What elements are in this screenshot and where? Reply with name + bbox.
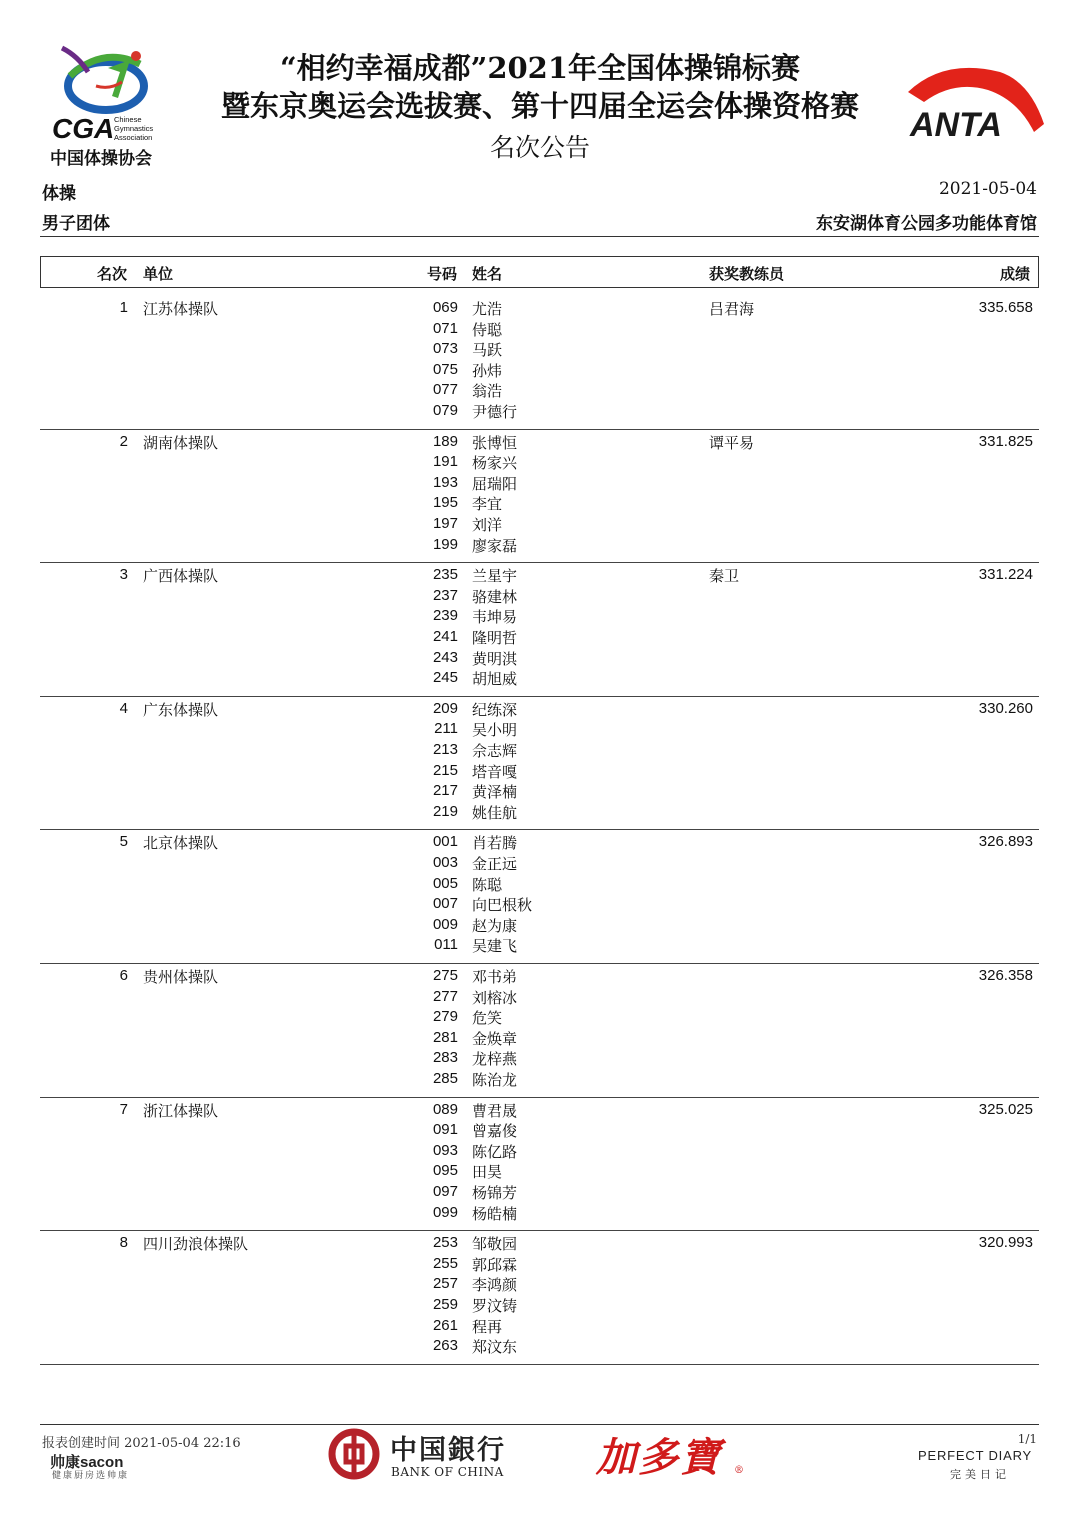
team-members [420,1233,680,1357]
member-name: 纪练深 [472,700,518,719]
member-name: 侍聪 [472,320,503,339]
member-bib: 095 [432,1162,458,1180]
team-row [40,964,1039,1098]
team-score: 320.993 [978,1234,1033,1252]
team-score: 326.358 [978,966,1033,984]
column-header-coach: 获奖教练员 [709,265,785,283]
team-members [420,699,680,823]
cga-logo-en-3: Association [114,133,153,142]
member-row [420,1161,680,1182]
member-bib: 009 [432,915,458,933]
member-row [420,1203,680,1224]
cga-logo-cn: 中国体操协会 [50,149,152,169]
team-row [40,430,1039,564]
member-bib: 237 [432,586,458,604]
member-bib: 275 [432,966,458,984]
team-score: 335.658 [978,299,1033,316]
team-rank: 4 [119,699,128,717]
member-row [420,432,680,453]
member-bib: 281 [432,1028,458,1046]
member-bib: 261 [432,1316,458,1334]
member-name: 杨皓楠 [472,1204,518,1223]
bank-of-china-emblem [328,1428,380,1480]
member-name: 塔音嘎 [472,762,518,781]
member-name: 屈瑞阳 [472,474,518,493]
member-name: 曾嘉俊 [472,1122,518,1141]
member-name: 翁浩 [472,382,503,401]
member-bib: 093 [432,1141,458,1159]
member-row [420,802,680,823]
member-name: 杨家兴 [472,454,518,473]
member-name: 黄泽楠 [472,783,518,802]
member-bib: 075 [432,360,458,378]
member-name: 田昊 [472,1163,503,1182]
member-name: 马跃 [472,341,503,360]
member-row [420,1274,680,1295]
member-name: 郑汶东 [472,1338,518,1357]
member-row [420,935,680,956]
member-row [420,648,680,669]
member-bib: 209 [432,699,458,717]
member-name: 隆明哲 [472,628,518,647]
member-bib: 211 [434,720,458,738]
member-bib: 073 [432,340,458,358]
member-row [420,1048,680,1069]
member-row [420,699,680,720]
column-header-unit: 单位 [143,265,174,283]
member-bib: 213 [432,740,458,758]
team-score: 330.260 [978,699,1033,717]
member-row [420,401,680,422]
member-row [420,452,680,473]
member-name: 吴建飞 [472,937,518,956]
team-unit: 北京体操队 [143,834,219,853]
bank-of-china-en: BANK OF CHINA [391,1465,504,1479]
team-score: 331.825 [978,432,1033,450]
member-bib: 003 [432,853,458,871]
member-bib: 239 [432,607,458,625]
team-rank: 7 [119,1100,128,1118]
member-name: 黄明淇 [472,649,518,668]
member-name: 韦坤易 [472,608,518,627]
member-name: 曹君晟 [472,1101,518,1120]
member-row [420,565,680,586]
member-row [420,606,680,627]
team-rank: 8 [119,1234,128,1252]
member-bib: 097 [432,1182,458,1200]
member-row [420,1233,680,1254]
table-header [40,256,1039,288]
member-row [420,1295,680,1316]
member-row [420,1254,680,1275]
member-bib: 091 [432,1121,458,1139]
member-row [420,781,680,802]
jiaduobao-registered-mark: ® [734,1465,744,1476]
team-row [40,1231,1039,1365]
team-rank: 3 [119,566,128,584]
member-bib: 279 [432,1008,458,1026]
team-members [420,565,680,689]
footer-divider [40,1424,1039,1425]
member-row [420,853,680,874]
team-coach: 秦卫 [709,567,740,586]
team-rank: 6 [119,966,128,984]
member-bib: 099 [432,1203,458,1221]
member-name: 尤浩 [472,300,503,318]
member-name: 陈治龙 [472,1070,518,1089]
title-line-2: 暨东京奥运会选拔赛、第十四届全运会体操资格赛 [220,89,859,123]
column-header-bib: 号码 [427,265,458,283]
member-row [420,627,680,648]
member-name: 廖家磊 [472,536,518,555]
member-bib: 007 [432,895,458,913]
member-row [420,1069,680,1090]
member-bib: 071 [432,319,458,337]
member-bib: 277 [432,987,458,1005]
page-number: 1/1 [1017,1432,1037,1446]
member-name: 邓书弟 [472,967,518,986]
member-name: 金正远 [472,854,518,873]
member-row [420,339,680,360]
team-row [40,1098,1039,1232]
member-name: 程再 [472,1317,503,1336]
member-row [420,1100,680,1121]
member-name: 龙梓燕 [472,1050,518,1069]
member-name: 张博恒 [472,433,518,452]
member-row [420,966,680,987]
team-score: 331.224 [978,566,1033,584]
member-name: 胡旭威 [472,670,518,689]
team-score: 326.893 [978,833,1033,851]
anta-logo-text: ANTA [910,106,1002,144]
member-row [420,832,680,853]
team-rank: 2 [119,432,128,450]
member-row [420,1182,680,1203]
results-table-body [40,296,1039,1365]
member-row [420,987,680,1008]
team-unit: 广东体操队 [143,700,219,719]
member-name: 金焕章 [472,1029,518,1048]
member-row [420,1336,680,1357]
member-name: 郭邱霖 [472,1255,518,1274]
header-divider [40,236,1039,237]
member-name: 兰星宇 [472,567,518,586]
title-line-3: 名次公告 [489,133,590,162]
member-row [420,1120,680,1141]
cga-logo-abbr: CGA [52,113,115,144]
team-unit: 浙江体操队 [143,1101,219,1120]
member-bib: 263 [432,1337,458,1355]
perfect-diary-logo-cn: 完美日记 [950,1468,1010,1481]
member-bib: 199 [432,535,458,553]
event-label: 男子团体 [42,214,110,234]
member-bib: 285 [432,1069,458,1087]
cga-logo-en-1: Chinese [114,115,142,124]
member-name: 杨锦芳 [472,1183,518,1202]
member-bib: 215 [432,761,458,779]
member-bib: 217 [432,782,458,800]
member-bib: 255 [432,1254,458,1272]
member-row [420,1316,680,1337]
member-name: 骆建林 [472,587,518,606]
member-name: 罗汶铸 [472,1296,518,1315]
team-members [420,298,680,422]
member-name: 肖若腾 [472,834,518,853]
member-name: 邹敬园 [472,1235,518,1254]
team-coach: 谭平易 [709,433,755,452]
member-name: 刘榕冰 [472,988,518,1007]
venue-label: 东安湖体育公园多功能体育馆 [816,214,1037,234]
member-name: 陈亿路 [472,1142,518,1161]
member-row [420,1028,680,1049]
member-row [420,894,680,915]
team-score: 325.025 [978,1100,1033,1118]
member-bib: 219 [432,802,458,820]
team-rank: 5 [119,833,128,851]
member-bib: 245 [432,669,458,687]
team-row [40,697,1039,831]
team-members [420,832,680,956]
member-name: 危笑 [472,1009,503,1028]
member-bib: 069 [432,299,458,316]
team-row [40,296,1039,430]
member-bib: 005 [432,874,458,892]
member-name: 尹德行 [472,402,518,421]
member-row [420,586,680,607]
member-bib: 197 [432,514,458,532]
member-row [420,473,680,494]
bank-of-china-cn: 中国銀行 [390,1435,506,1466]
team-unit: 贵州体操队 [143,967,219,986]
member-row [420,514,680,535]
column-header-score: 成绩 [999,265,1030,283]
column-header-name: 姓名 [472,265,503,283]
column-header-rank: 名次 [97,265,128,283]
member-row [420,668,680,689]
member-row [420,380,680,401]
perfect-diary-logo-en: PERFECT DIARY [918,1448,1032,1463]
member-bib: 283 [432,1049,458,1067]
team-unit: 湖南体操队 [143,433,219,452]
sport-label: 体操 [42,184,76,204]
team-row [40,563,1039,697]
member-name: 刘洋 [472,515,503,534]
team-members [420,1100,680,1224]
member-row [420,298,680,319]
sacon-logo: 帅康sacon [50,1454,124,1471]
member-name: 赵为康 [472,916,518,935]
member-bib: 077 [432,381,458,399]
report-created-time: 报表创建时间 2021-05-04 22:16 [42,1436,241,1451]
member-bib: 193 [432,473,458,491]
member-bib: 241 [432,627,458,645]
date-label: 2021-05-04 [938,179,1037,199]
team-members [420,432,680,556]
member-name: 孙炜 [472,361,503,380]
member-bib: 079 [432,401,458,419]
member-row [420,719,680,740]
anta-logo [904,62,1046,162]
member-row [420,1141,680,1162]
member-name: 李宜 [472,495,503,514]
team-rank: 1 [119,299,128,316]
member-bib: 235 [432,566,458,584]
team-unit: 广西体操队 [143,567,219,586]
member-bib: 253 [432,1234,458,1252]
member-row [420,915,680,936]
member-bib: 195 [432,494,458,512]
member-name: 吴小明 [472,721,518,740]
member-row [420,1007,680,1028]
member-row [420,319,680,340]
member-row [420,493,680,514]
team-unit: 江苏体操队 [143,300,219,318]
member-name: 佘志辉 [472,741,518,760]
member-bib: 189 [432,432,458,450]
team-unit: 四川劲浪体操队 [143,1235,249,1254]
member-row [420,360,680,381]
member-bib: 089 [432,1100,458,1118]
cga-logo-en-2: Gymnastics [114,124,154,133]
member-name: 李鸿颜 [472,1276,518,1295]
team-members [420,966,680,1090]
member-row [420,874,680,895]
member-row [420,761,680,782]
member-row [420,740,680,761]
member-name: 姚佳航 [472,803,518,822]
title-line-1: “相约幸福成都”2021年全国体操锦标赛 [279,51,801,85]
sacon-tagline: 健康厨房选帅康 [52,1471,130,1481]
member-row [420,535,680,556]
member-bib: 011 [434,936,458,954]
member-bib: 001 [432,833,458,851]
member-bib: 243 [432,648,458,666]
team-row [40,830,1039,964]
member-bib: 257 [432,1275,458,1293]
member-name: 陈聪 [472,875,503,894]
team-coach: 吕君海 [709,300,755,318]
member-bib: 259 [432,1295,458,1313]
member-name: 向巴根秋 [472,896,533,915]
member-bib: 191 [432,453,458,471]
jiaduobao-logo: 加多寶 [596,1434,722,1481]
